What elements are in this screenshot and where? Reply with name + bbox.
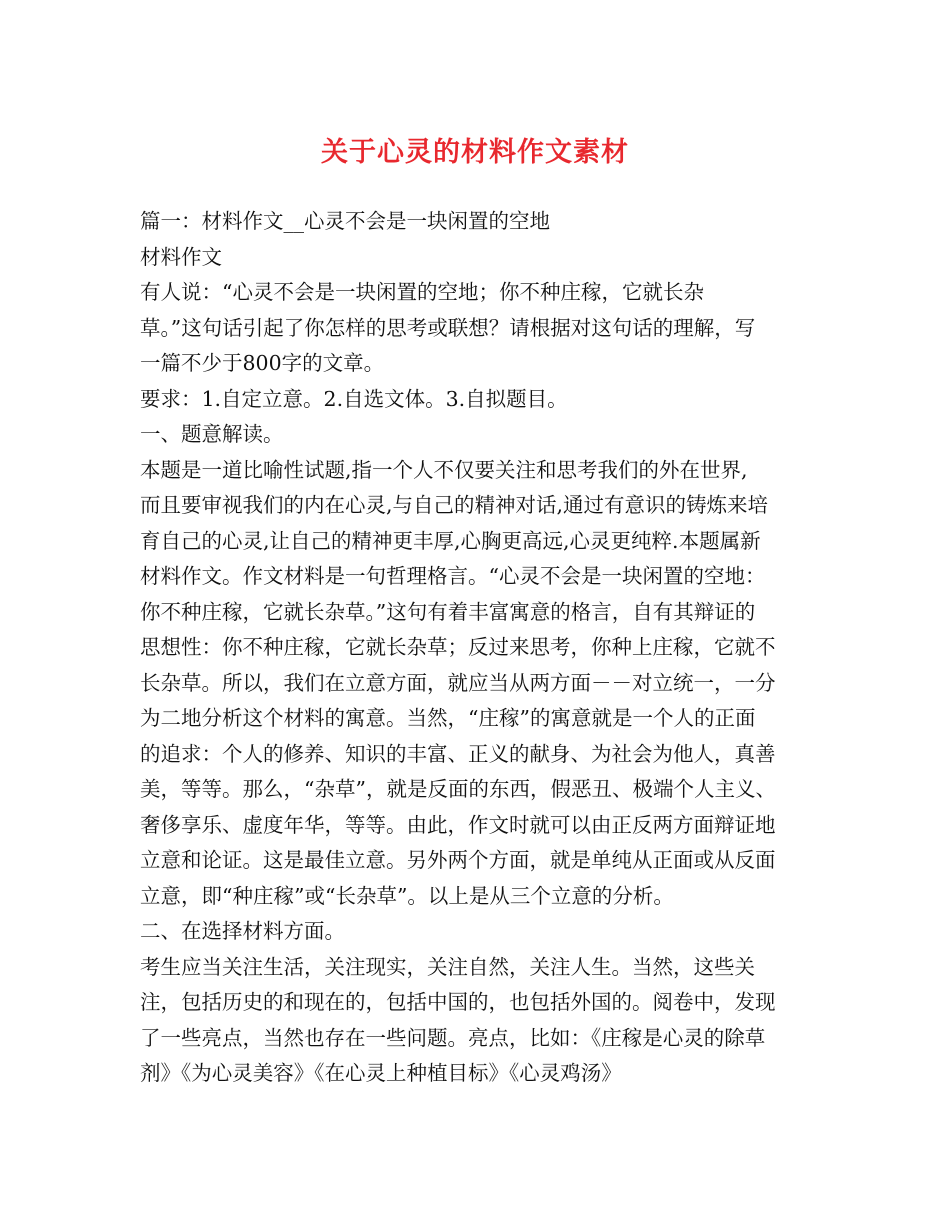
- body-line: 长杂草。所以，我们在立意方面，就应当从两方面－－对立统一，一分: [140, 670, 776, 695]
- body-line: 考生应当关注生活，关注现实，关注自然，关注人生。当然，这些关: [140, 954, 755, 979]
- body-line: 育自己的心灵,让自己的精神更丰厚,心胸更高远,心灵更纯粹.本题属新: [140, 528, 761, 553]
- body-line: 你不种庄稼，它就长杂草。”这句有着丰富寓意的格言，自有其辩证的: [140, 599, 756, 624]
- body-line: 奢侈享乐、虚度年华，等等。由此，作文时就可以由正反两方面辩证地: [140, 812, 776, 837]
- body-line: 剂》《为心灵美容》《在心灵上种植目标》《心灵鸡汤》: [140, 1061, 622, 1085]
- body-line: 立意，即“种庄稼”或“长杂草”。以上是从三个立意的分析。: [140, 883, 674, 908]
- body-line: 注，包括历史的和现在的，包括中国的，也包括外国的。阅卷中，发现: [140, 990, 776, 1014]
- body-line: 了一些亮点，当然也存在一些问题。亮点，比如：《庄稼是心灵的除草: [140, 1025, 766, 1050]
- body-line: 本题是一道比喻性试题,指一个人不仅要关注和思考我们的外在世界,: [140, 457, 748, 482]
- document-body: [140, 204, 840, 1092]
- body-line: 材料作文。作文材料是一句哲理格言。“心灵不会是一块闲置的空地：: [140, 564, 766, 588]
- body-line: 而且要审视我们的内在心灵,与自己的精神对话,通过有意识的铸炼来培: [140, 493, 769, 517]
- body-line: 草。”这句话引起了你怎样的思考或联想？请根据对这句话的理解，写: [140, 315, 756, 340]
- body-line: 一、题意解读。: [140, 422, 284, 446]
- body-line: 要求：1.自定立意。2.自选文体。3.自拟题目。: [140, 386, 568, 411]
- body-line: 一篇不少于800字的文章。: [140, 351, 385, 375]
- body-line: 材料作文: [140, 244, 222, 269]
- body-line: 有人说：“心灵不会是一块闲置的空地；你不种庄稼，它就长杂: [140, 280, 704, 304]
- body-line: 美，等等。那么，“杂草”，就是反面的东西，假恶丑、极端个人主义、: [140, 777, 776, 801]
- body-line: 篇一：材料作文__心灵不会是一块闲置的空地: [140, 209, 550, 233]
- body-line: 二、在选择材料方面。: [140, 919, 345, 943]
- body-line: 为二地分析这个材料的寓意。当然，“庄稼”的寓意就是一个人的正面: [140, 706, 756, 730]
- body-line: 立意和论证。这是最佳立意。另外两个方面，就是单纯从正面或从反面: [140, 848, 776, 872]
- body-line: 的追求：个人的修养、知识的丰富、正义的献身、为社会为他人，真善: [140, 741, 776, 766]
- document-title: 关于心灵的材料作文素材: [321, 137, 629, 168]
- body-line: 思想性：你不种庄稼，它就长杂草；反过来思考，你种上庄稼，它就不: [140, 635, 776, 659]
